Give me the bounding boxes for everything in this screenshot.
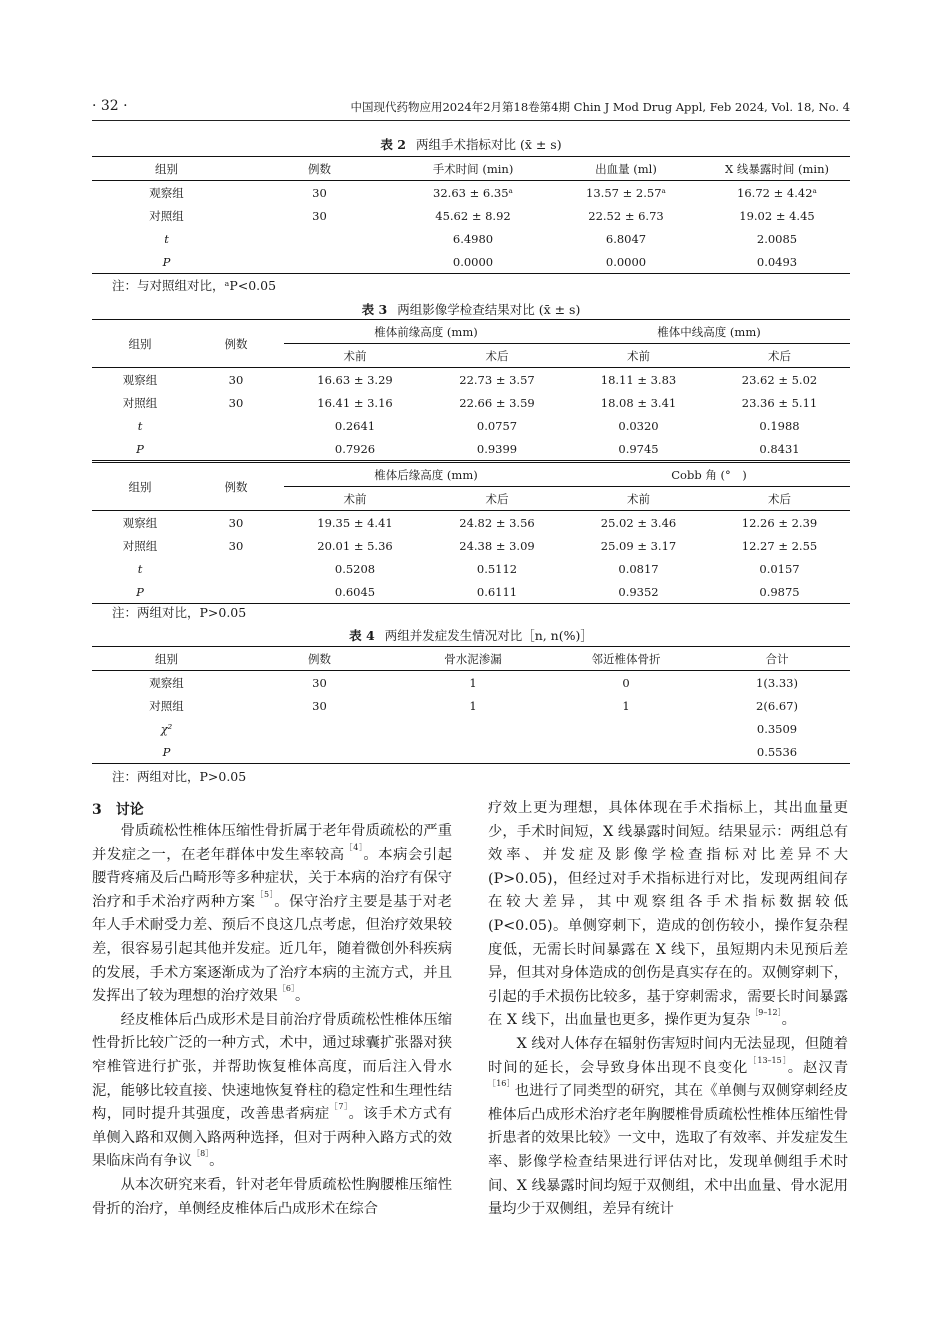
table-cell: 19.35 ± 4.41	[317, 515, 393, 530]
table4-header-cell: 邻近椎体骨折	[548, 647, 704, 671]
table2-caption	[92, 135, 850, 153]
table-cell: 0.7926	[334, 441, 376, 456]
table-cell: χ²	[160, 721, 173, 736]
table3-group-header: 椎体后缘高度 (mm)	[284, 462, 568, 487]
paragraph	[488, 797, 848, 1033]
table3-group-header: 椎体中线高度 (mm)	[568, 320, 850, 344]
table-cell: 16.41 ± 3.16	[317, 395, 393, 410]
table-cell	[241, 250, 398, 274]
table-row	[92, 534, 850, 557]
table-row	[92, 437, 850, 462]
table-row	[92, 250, 850, 274]
table3-title: 两组影像学检查结果对比 (x̄ ± s)	[397, 302, 581, 317]
table-cell: 0.9352	[618, 584, 659, 599]
table-cell: 12.27 ± 2.55	[741, 538, 818, 553]
table-row	[92, 368, 850, 392]
table3-group-header: 椎体前缘高度 (mm)	[284, 320, 568, 344]
paragraph	[488, 1033, 848, 1222]
table-cell: 22.66 ± 3.59	[459, 395, 535, 410]
table-cell	[548, 740, 704, 764]
table-cell: 30	[312, 185, 327, 200]
paragraph-text: 经皮椎体后凸成形术是目前治疗骨质疏松性椎体压缩性骨折比较广泛的一种方式，术中，通过球囊扩张器对狭窄椎管进行扩张，并帮助恢复椎体高度，而后注入骨水泥，能够比较直接、快速地恢复脊柱的稳定性和生理性结构，同时提升其强度，改善患者病症	[92, 1011, 452, 1123]
table2	[92, 156, 850, 274]
table2-header-cell: 例数	[241, 157, 398, 181]
table-cell: 1	[469, 675, 477, 690]
table-cell: 0.0817	[618, 561, 659, 576]
table-cell: t	[164, 231, 169, 246]
table-cell: 30	[228, 515, 244, 530]
table4-header-cell: 合计	[704, 647, 850, 671]
table-cell: 0.5536	[756, 744, 798, 759]
table-cell: P	[162, 744, 171, 759]
table-cell: 30	[312, 208, 327, 223]
paragraph-text: 也进行了同类型的研究，其在《单侧与双侧穿刺经皮椎体后凸成形术治疗老年胸腰椎骨质疏松性椎体压缩性骨折患者的效果比较》一文中，选取了有效率、并发症发生率、影像学检查结果进行评估对比，发现单侧组手术时间、X 线暴露时间均短于双侧组，术中出血量、骨水泥用量均少于双侧组，差异有统计	[488, 1083, 848, 1218]
table-row	[92, 694, 850, 717]
table-cell: 19.02 ± 4.45	[739, 208, 815, 223]
table3-subheader-cell: 术前	[568, 344, 709, 368]
citation: ［5］	[255, 889, 275, 899]
table-cell: 20.01 ± 5.36	[317, 538, 393, 553]
paragraph-text: 。赵汉青	[787, 1059, 849, 1076]
table-cell: 16.63 ± 3.29	[317, 372, 393, 387]
table-cell: 0.9745	[618, 441, 659, 456]
table-cell	[241, 227, 398, 250]
table-cell	[548, 717, 704, 740]
table-cell: 13.57 ± 2.57ᵃ	[586, 185, 666, 200]
citation: ［6］	[277, 984, 295, 994]
table-cell: t	[137, 561, 143, 576]
table-cell: 0.9875	[759, 584, 800, 599]
table-cell: 0.0000	[452, 254, 494, 269]
paragraph-text: 。	[209, 1153, 224, 1170]
table-cell: 30	[312, 698, 327, 713]
table-cell: 30	[228, 372, 244, 387]
table3-header-cell: 例数	[188, 462, 284, 511]
table2-label: 表 2	[380, 137, 406, 152]
table-cell: 0.3509	[756, 721, 798, 736]
table-row	[92, 391, 850, 414]
table-cell: 0.6111	[476, 584, 518, 599]
table-cell	[398, 740, 548, 764]
table-cell: 24.82 ± 3.56	[459, 515, 535, 530]
table-cell: 25.09 ± 3.17	[600, 538, 677, 553]
table4-title: 两组并发症发生情况对比［n, n(%)］	[384, 628, 593, 643]
table-cell: 22.52 ± 6.73	[588, 208, 664, 223]
table3-header-row	[92, 462, 850, 487]
table3-header-row	[92, 320, 850, 344]
table-cell: 观察组	[122, 515, 158, 530]
table-cell: 对照组	[122, 538, 158, 553]
table2-header-cell: 组别	[92, 157, 241, 181]
paragraph	[92, 820, 452, 1009]
table3-header-cell: 例数	[188, 320, 284, 368]
paragraph	[92, 1174, 452, 1221]
citation: ［16］	[488, 1079, 515, 1089]
journal-info: 中国现代药物应用2024年2月第18卷第4期 Chin J Mod Drug Appl, Feb 2024, Vol. 18, No. 4	[350, 100, 850, 114]
table-cell: 6.8047	[605, 231, 647, 246]
table-row	[92, 227, 850, 250]
table4-header-cell: 例数	[241, 647, 398, 671]
table-cell	[398, 717, 548, 740]
table4-header-cell: 组别	[92, 647, 241, 671]
table-row	[92, 557, 850, 580]
table-row	[92, 580, 850, 604]
right-column	[488, 797, 848, 1222]
paragraph-text: 。该手术方式有单侧入路和双侧入路两种选择，但对于两种入路方式的效果临床尚有争议	[92, 1106, 453, 1170]
citation: ［4］	[344, 842, 364, 852]
table-cell	[188, 414, 284, 437]
table-cell: 观察组	[149, 185, 184, 200]
table-cell: 0.0320	[618, 418, 659, 433]
paragraph-text: 从本次研究来看，针对老年骨质疏松性胸腰椎压缩性骨折的治疗，单侧经皮椎体后凸成形术在综合	[92, 1176, 452, 1217]
table-cell: 30	[312, 675, 327, 690]
table3-subheader-cell: 术前	[284, 344, 426, 368]
table3-header-cell: 组别	[92, 320, 188, 368]
table-cell: P	[136, 441, 144, 456]
section-heading: 3 讨论	[92, 802, 144, 818]
table2-header-cell: 手术时间 (min)	[398, 157, 548, 181]
table-cell: 18.11 ± 3.83	[600, 372, 677, 387]
table-row	[92, 181, 850, 205]
table-cell: 0.9399	[476, 441, 518, 456]
table-cell: 1(3.33)	[756, 675, 798, 690]
table2-header-cell: X 线暴露时间 (min)	[704, 157, 850, 181]
table-cell: 25.02 ± 3.46	[600, 515, 677, 530]
table-cell: 0.5208	[334, 561, 376, 576]
table-row	[92, 671, 850, 695]
table-row	[92, 414, 850, 437]
table-cell: 0.1988	[759, 418, 800, 433]
paragraph-text: 。	[781, 1012, 796, 1029]
table-cell: 23.36 ± 5.11	[741, 395, 818, 410]
table-cell: 对照组	[122, 395, 158, 410]
table-row	[92, 740, 850, 764]
table3-subheader-cell: 术后	[709, 344, 850, 368]
table-cell: 2(6.67)	[756, 698, 798, 713]
table-cell: 0.0000	[605, 254, 647, 269]
table-cell: 22.73 ± 3.57	[459, 372, 535, 387]
table-row	[92, 717, 850, 740]
table-cell: 2.0085	[756, 231, 798, 246]
table-cell: 32.63 ± 6.35ᵃ	[433, 185, 513, 200]
table-cell: 18.08 ± 3.41	[600, 395, 677, 410]
citation: ［9–12］	[750, 1008, 782, 1018]
table-cell: 0.0493	[756, 254, 798, 269]
table-row	[92, 204, 850, 227]
table-cell	[188, 580, 284, 604]
table3	[92, 319, 850, 604]
table-cell: 0.8431	[759, 441, 800, 456]
table3-subheader-cell: 术前	[284, 487, 426, 511]
table-cell: 16.72 ± 4.42ᵃ	[737, 185, 817, 200]
running-header	[92, 96, 850, 121]
table-cell: 0.0757	[476, 418, 518, 433]
table-cell: 0.5112	[476, 561, 518, 576]
table3-label: 表 3	[361, 302, 388, 317]
table3-group-header: Cobb 角 (° )	[568, 462, 850, 487]
table3-subheader-cell: 术后	[426, 487, 568, 511]
table-cell: 1	[469, 698, 477, 713]
table-cell: P	[162, 254, 171, 269]
table-cell: t	[137, 418, 143, 433]
table3-subheader-cell: 术后	[426, 344, 568, 368]
paragraph	[92, 1009, 452, 1174]
table-cell: 观察组	[149, 675, 184, 690]
paragraph-text: 。保守治疗主要是基于对老年人手术耐受力差、预后不良这几点考虑，但治疗效果较差，很容易引起其他并发症。近几年，随着微创外科疾病的发展，手术方案逐渐成为了治疗本病的主流方式，并且发挥出了较为理想的治疗效果	[92, 893, 453, 1005]
table-cell: 6.4980	[452, 231, 494, 246]
table4-header-row	[92, 647, 850, 671]
table-cell	[241, 717, 398, 740]
table-cell: 0.6045	[334, 584, 376, 599]
paragraph-text: 。本病会引起腰背疼痛及后凸畸形等多种症状，关于本病的治疗有保守治疗和手术治疗两种方案	[92, 846, 453, 910]
table4	[92, 646, 850, 764]
table-cell	[241, 740, 398, 764]
table4-label: 表 4	[349, 628, 375, 643]
left-column	[92, 820, 452, 1221]
table3-header-cell: 组别	[92, 462, 188, 511]
table3-subheader-cell: 术前	[568, 487, 709, 511]
table3-note: 注：两组对比，P>0.05	[112, 605, 247, 620]
table-cell: 对照组	[149, 698, 184, 713]
paragraph-text: X 线对人体存在辐射伤害短时间内无法显现，但随着时间的延长，会导致身体出现不良变化	[488, 1035, 848, 1076]
citation: ［8］	[192, 1149, 210, 1159]
table-cell: 对照组	[149, 208, 184, 223]
table-cell	[188, 437, 284, 462]
table-cell: 观察组	[122, 372, 158, 387]
table2-title: 两组手术指标对比 (x̄ ± s)	[415, 137, 562, 152]
table2-header-cell: 出血量 (ml)	[548, 157, 704, 181]
table2-header-row	[92, 157, 850, 181]
table2-note: 注：与对照组对比，ᵃP<0.05	[112, 278, 277, 293]
paragraph-text: 。	[294, 988, 310, 1005]
table-cell: 0.2641	[334, 418, 376, 433]
table-cell: 0.0157	[759, 561, 800, 576]
table-cell: P	[136, 584, 144, 599]
table4-header-cell: 骨水泥渗漏	[398, 647, 548, 671]
paragraph-text: 骨质疏松性椎体压缩性骨折属于老年骨质疏松的严重并发症之一，在老年群体中发生率较高	[92, 823, 452, 863]
table4-note: 注：两组对比，P>0.05	[112, 769, 247, 784]
table-cell: 45.62 ± 8.92	[435, 208, 511, 223]
citation: ［7］	[329, 1102, 349, 1112]
table3-caption	[92, 300, 850, 318]
table4-caption	[92, 626, 850, 644]
table-cell: 23.62 ± 5.02	[741, 372, 818, 387]
table-cell	[188, 557, 284, 580]
table-row	[92, 511, 850, 535]
page-number: · 32 ·	[92, 98, 128, 114]
table-cell: 12.26 ± 2.39	[741, 515, 818, 530]
table-cell: 30	[228, 395, 244, 410]
table-cell: 24.38 ± 3.09	[459, 538, 535, 553]
table-cell: 30	[228, 538, 244, 553]
table-cell: 0	[622, 675, 630, 690]
table-cell: 1	[622, 698, 630, 713]
paragraph-text: 疗效上更为理想，具体体现在手术指标上，其出血量更少，手术时间短，X 线暴露时间短。结果显示：两组总有效率、并发症及影像学检查指标对比差异不大 (P>0.05)，但经过对手术指标进行对比，发现两组间存在较大差异，其中观察组各手术指标数据较低 (P<0.05)。单侧穿刺下，造成的创伤较小，操作复杂程度低，无需长时间暴露在 X 线下，虽短期内未见预后差异，但其对身体造成的创伤是真实存在的。双侧穿刺下，引起的手术损伤比较多，基于穿刺需求，需要长时间暴露在 X 线下，出血量也更多，操作更为复杂	[488, 800, 848, 1029]
citation: ［13–15］	[748, 1055, 788, 1065]
table3-subheader-cell: 术后	[709, 487, 850, 511]
